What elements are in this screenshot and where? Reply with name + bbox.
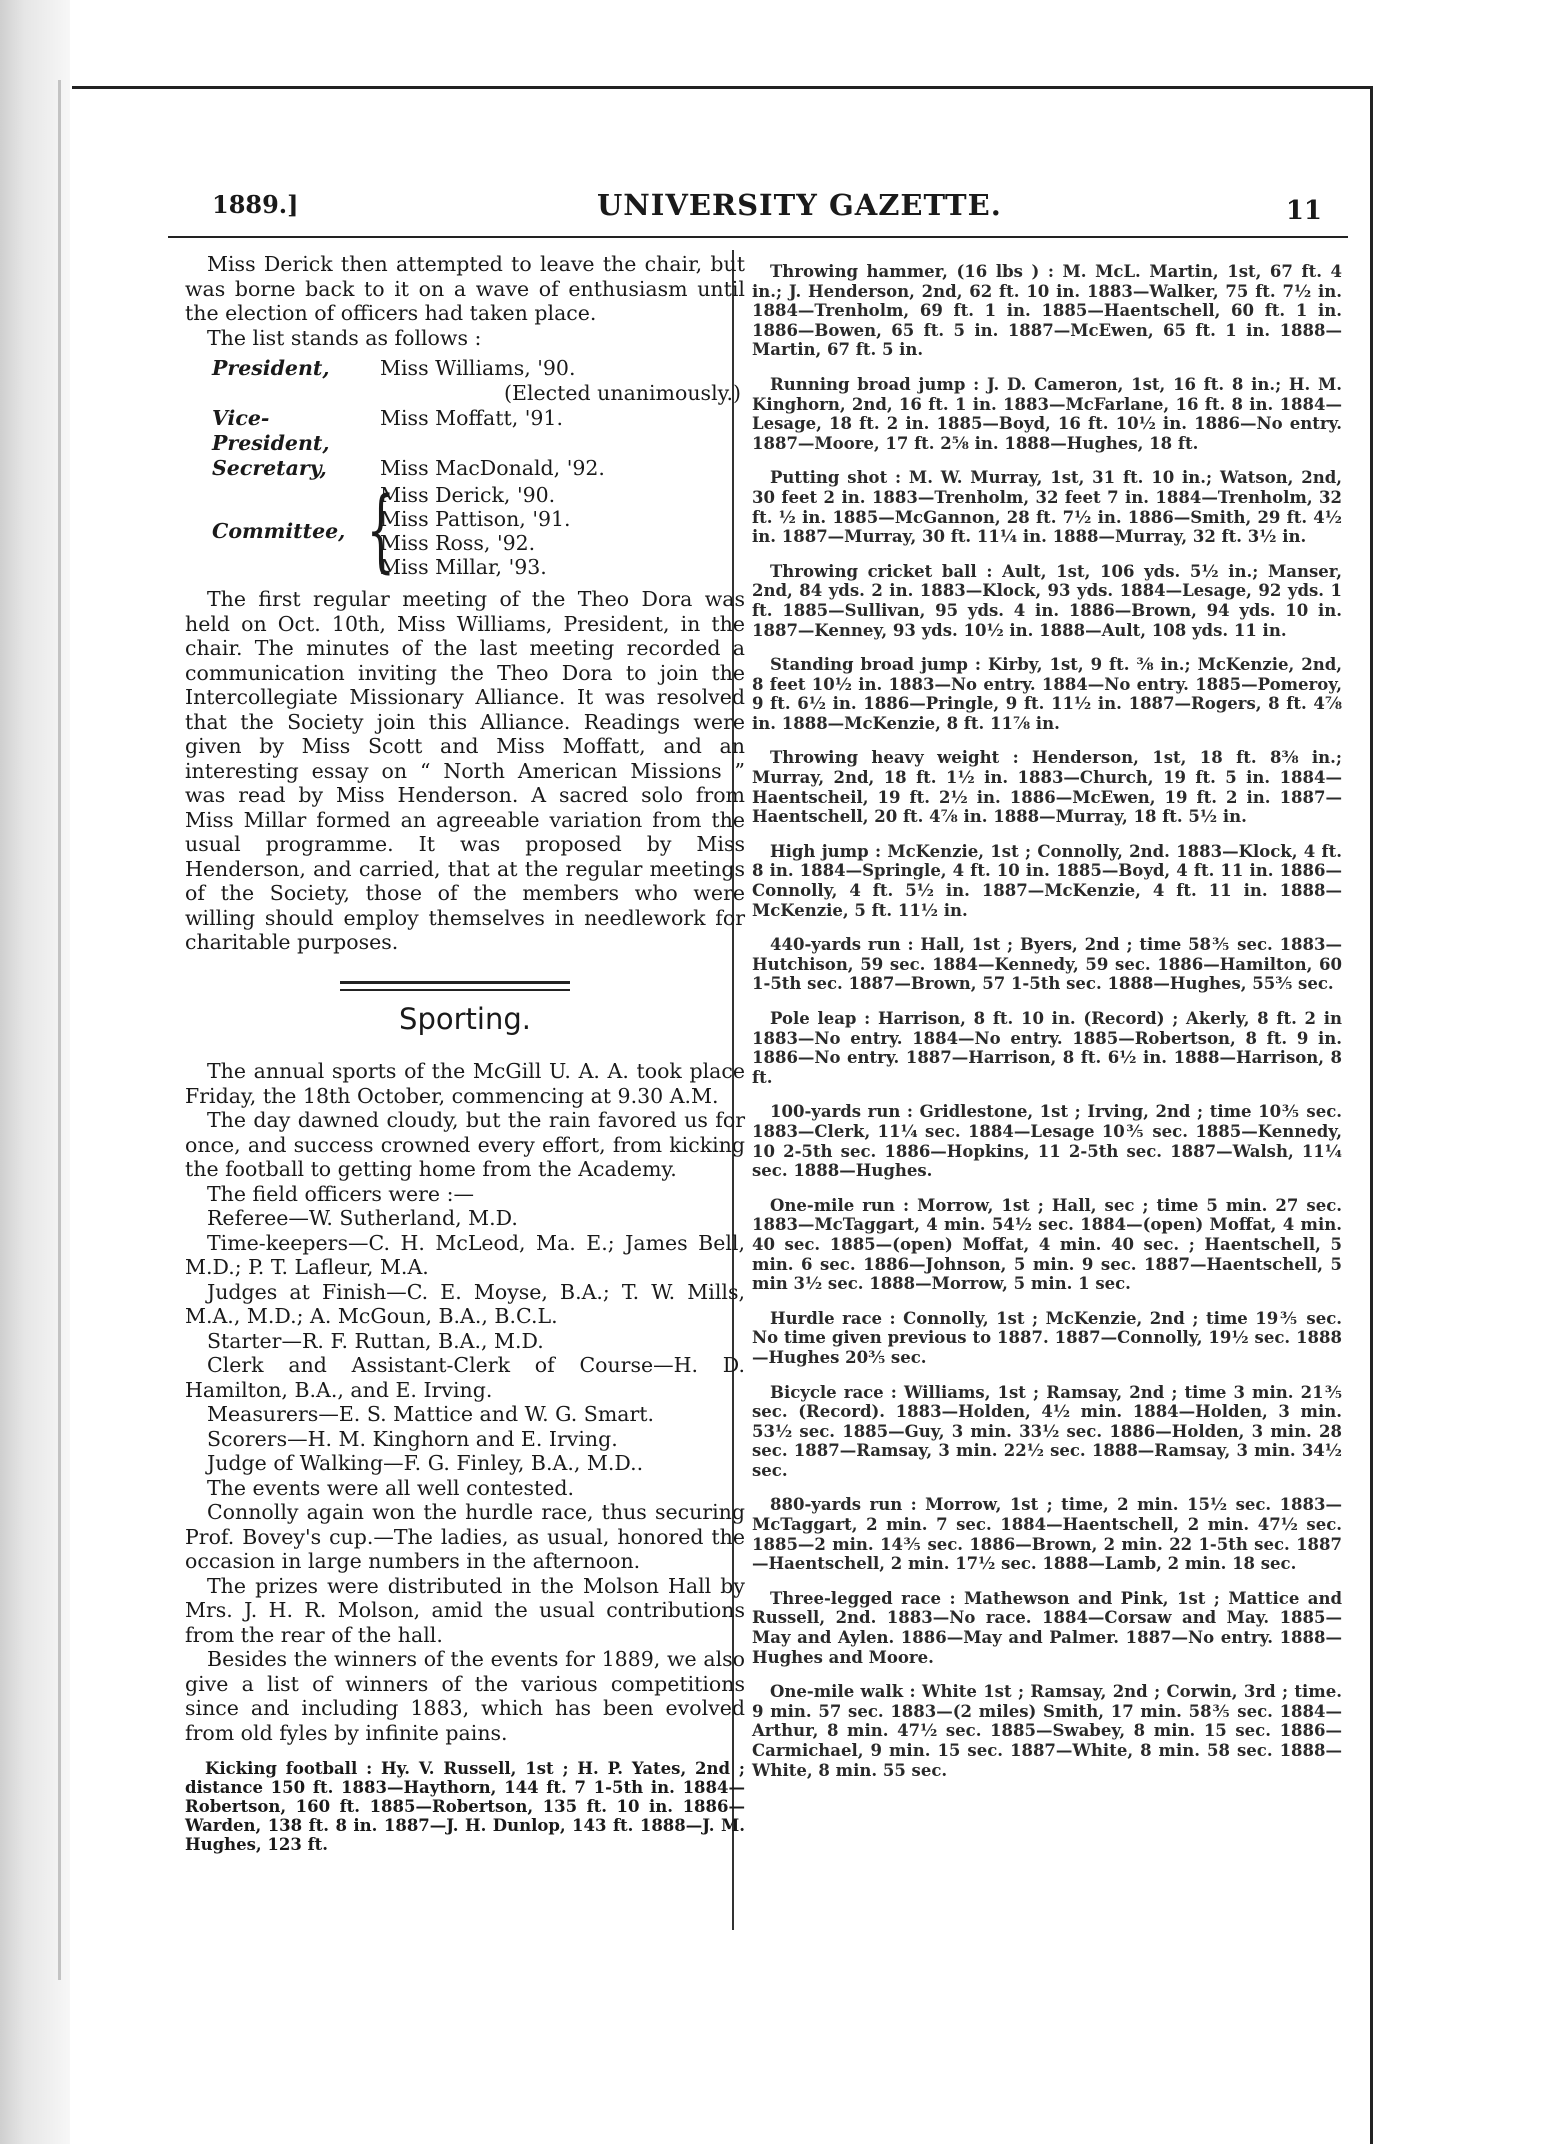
officer-role: Committee, — [212, 518, 346, 543]
measurers-line: Measurers—E. S. Mattice and W. G. Smart. — [207, 1402, 655, 1426]
committee-member: Miss Pattison, '91. — [380, 507, 571, 531]
page-border-right — [1370, 86, 1373, 2144]
officials-list — [185, 1182, 745, 1501]
officer-name: Miss Moffatt, '91. — [380, 406, 563, 430]
sporting-heading: Sporting. — [399, 1001, 531, 1036]
event-entry-throwing-hammer: Throwing hammer, (16 lbs ) : M. McL. Martin, 1st, 67 ft. 4 in.; J. Henderson, 2nd, 62 ft. 10 in. 1883—Walker, 75 ft. 7½ in. 1884—Trenholm, 69 ft. 1 in. 1885—Haentschell, 60 ft. 1 in. 1886—Bowen, 65 ft. 5 in. 1887—McEwen, 65 ft. 1 in. 1888—Martin, 67 ft. 5 in. — [752, 262, 1342, 360]
weather-paragraph: The day dawned cloudy, but the rain favored us for once, and success crowned every effort, from kicking the football to getting home from the Academy. — [185, 1108, 745, 1181]
officer-row-president — [212, 356, 745, 381]
elected-note: (Elected unanimously.) — [504, 381, 741, 405]
connolly-paragraph: Connolly again won the hurdle race, thus securing Prof. Bovey's cup.—The ladies, as usual, honored the occasion in large numbers in the afternoon. — [185, 1500, 745, 1573]
officer-row-vice-president — [212, 406, 745, 456]
event-entry-throwing-heavy-weight: Throwing heavy weight : Henderson, 1st, 18 ft. 8⅜ in.; Murray, 2nd, 18 ft. 1½ in. 1883—Church, 19 ft. 5 in. 1884—Haentscheil, 19 ft. 2½ in. 1886—McEwen, 19 ft. 2 in. 1887—Haentschell, 20 ft. 4⅞ in. 1888—Murray, 18 ft. 5½ in. — [752, 748, 1342, 827]
committee-members — [380, 483, 571, 579]
prizes-paragraph: The prizes were distributed in the Molson Hall by Mrs. J. H. R. Molson, amid the usual contributions from the rear of the hall. — [185, 1573, 745, 1647]
referee-line: Referee—W. Sutherland, M.D. — [207, 1206, 518, 1230]
timekeepers-line: Time-keepers—C. H. McLeod, Ma. E.; James Bell, M.D.; P. T. Lafleur, M.A. — [185, 1230, 745, 1279]
officers-list — [212, 356, 745, 583]
starter-line: Starter—R. F. Ruttan, B.A., M.D. — [207, 1328, 544, 1353]
kicking-football-entry: Kicking football : Hy. V. Russell, 1st ; H. P. Yates, 2nd ; distance 150 ft. 1883—Haythorn, 144 ft. 7 1-5th in. 1884—Robertson, 160 ft. 1885—Robertson, 135 ft. 10 in. 1886—Warden, 138 ft. 8 in. 1887—J. H. Dunlop, 143 ft. 1888—J. M. Hughes, 123 ft. — [185, 1759, 745, 1854]
event-entry-standing-broad-jump: Standing broad jump : Kirby, 1st, 9 ft. ⅜ in.; McKenzie, 2nd, 8 feet 10½ in. 1883—No entry. 1884—No entry. 1885—Pomeroy, 9 ft. 6½ in. 1886—Pringle, 9 ft. 11½ in. 1887—Rogers, 8 ft. 4⅞ in. 1888—McKenzie, 8 ft. 11⅞ in. — [752, 655, 1342, 733]
brace-glyph: { — [366, 478, 396, 583]
judges-line: Judges at Finish—C. E. Moyse, B.A.; T. W. Mills, M.A., M.D.; A. McGoun, B.A., B.C.L. — [185, 1279, 745, 1328]
walking-judge-line: Judge of Walking—F. G. Finley, B.A., M.D.. — [207, 1451, 644, 1475]
list-intro: The list stands as follows : — [207, 325, 482, 350]
officer-role: President, — [212, 356, 330, 380]
section-rule — [340, 981, 570, 991]
committee-group — [212, 478, 745, 583]
intro-paragraph: Miss Derick then attempted to leave the chair, but was borne back to it on a wave of enthusiasm until the election of officers had taken place. — [185, 252, 745, 325]
event-entry-100-yards-run: 100-yards run : Gridlestone, 1st ; Irving, 2nd ; time 10⅗ sec. 1883—Clerk, 11¼ sec. 1884—Lesage 10⅗ sec. 1885—Kennedy, 10 2-5th sec. 1886—Hopkins, 11 2-5th sec. 1887—Walsh, 11¼ sec. 1888—Hughes. — [752, 1102, 1342, 1181]
header-title: UNIVERSITY GAZETTE. — [597, 188, 1002, 222]
event-entry-high-jump: High jump : McKenzie, 1st ; Connolly, 2nd. 1883—Klock, 4 ft. 8 in. 1884—Springle, 4 ft. 10 in. 1885—Boyd, 4 ft. 11 in. 1886—Connolly, 4 ft. 5½ in. 1887—McKenzie, 4 ft. 11 in. 1888—McKenzie, 5 ft. 11½ in. — [752, 841, 1342, 920]
event-entry-440-yards-run: 440-yards run : Hall, 1st ; Byers, 2nd ; time 58⅗ sec. 1883—Hutchison, 59 sec. 1884—Kennedy, 59 sec. 1886—Hamilton, 60 1-5th sec. 1887—Brown, 57 1-5th sec. 1888—Hughes, 55⅗ sec. — [752, 935, 1342, 994]
page-header — [212, 188, 1332, 232]
event-entry-hurdle-race: Hurdle race : Connolly, 1st ; McKenzie, 2nd ; time 19⅗ sec. No time given previous to 1887. 1887—Connolly, 19½ sec. 1888—Hughes 20⅗ sec. — [752, 1308, 1342, 1367]
event-entry-running-broad-jump: Running broad jump : J. D. Cameron, 1st, 16 ft. 8 in.; H. M. Kinghorn, 2nd, 16 ft. 1 in. 1883—McFarlane, 16 ft. 8 in. 1884—Lesage, 18 ft. 2 in. 1885—Boyd, 16 ft. 10½ in. 1886—No entry. 1887—Moore, 17 ft. 2⅝ in. 1888—Hughes, 18 ft. — [752, 374, 1342, 453]
event-entry-880-yards-run: 880-yards run : Morrow, 1st ; time, 2 min. 15½ sec. 1883—McTaggart, 2 min. 7 sec. 1884—Haentschell, 2 min. 47½ sec. 1885—2 min. 14⅗ sec. 1886—Brown, 2 min. 22 1-5th sec. 1887—Haentschell, 2 min. 17½ sec. 1888—Lamb, 2 min. 18 sec. — [752, 1495, 1342, 1574]
binding-shadow — [58, 80, 61, 1980]
officer-role: Secretary, — [212, 456, 327, 480]
officer-role: Vice-President, — [212, 406, 330, 455]
scorers-line: Scorers—H. M. Kinghorn and E. Irving. — [207, 1426, 618, 1451]
meeting-paragraph: The first regular meeting of the Theo Dora was held on Oct. 10th, Miss Williams, President, in the chair. The minutes of the last meeting recorded a communication inviting the Theo Dora to join the Intercollegiate Missionary Alliance. It was resolved that the Society join this Alliance. Readings were given by Miss Scott and Miss Moffatt, and an interesting essay on “ North American Missions ” was read by Miss Henderson. A sacred solo from Miss Millar formed an agreeable variation from the usual programme. It was proposed by Miss Henderson, and carried, that at the regular meetings of the Society, those of the members who were willing should employ themselves in needlework for charitable purposes. — [185, 587, 745, 954]
right-column — [752, 262, 1342, 1795]
header-year: 1889.] — [212, 190, 299, 219]
left-column — [185, 252, 745, 1854]
event-entry-putting-shot: Putting shot : M. W. Murray, 1st, 31 ft. 10 in.; Watson, 2nd, 30 feet 2 in. 1883—Trenholm, 32 feet 7 in. 1884—Trenholm, 32 ft. ½ in. 1885—McGannon, 28 ft. 7½ in. 1886—Smith, 29 ft. 4½ in. 1887—Murray, 30 ft. 11¼ in. 1888—Murray, 32 ft. 3½ in. — [752, 468, 1342, 547]
sports-intro-paragraph: The annual sports of the McGill U. A. A. took place Friday, the 18th October, commencing at 9.30 A.M. — [185, 1059, 745, 1108]
event-entry-three-legged-race: Three-legged race : Mathewson and Pink, 1st ; Mattice and Russell, 2nd. 1883—No race. 1884—Corsaw and May. 1885—May and Aylen. 1886—May and Palmer. 1887—No entry. 1888—Hughes and Moore. — [752, 1588, 1342, 1667]
officer-row-secretary — [212, 456, 745, 481]
page-border-top — [72, 86, 1372, 89]
officer-name: Miss Williams, '90. — [380, 356, 576, 380]
event-entry-one-mile-walk: One-mile walk : White 1st ; Ramsay, 2nd ; Corwin, 3rd ; time. 9 min. 57 sec. 1883—(2 miles) Smith, 17 min. 58⅗ sec. 1884—Arthur, 8 min. 47½ sec. 1885—Swabey, 8 min. 15 sec. 1886—Carmichael, 9 min. 15 sec. 1887—White, 8 min. 58 sec. 1888—White, 8 min. 55 sec. — [752, 1682, 1342, 1780]
page-number: 11 — [1285, 196, 1322, 226]
winners-list-paragraph: Besides the winners of the events for 1889, we also give a list of winners of the various competitions since and including 1883, which has been evolved from old fyles by infinite pains. — [185, 1647, 745, 1745]
officer-name: Miss MacDonald, '92. — [380, 456, 605, 480]
field-officers-line: The field officers were :— — [207, 1181, 474, 1206]
committee-member: Miss Millar, '93. — [380, 555, 547, 579]
clerk-line: Clerk and Assistant-Clerk of Course—H. D. Hamilton, B.A., and E. Irving. — [185, 1353, 745, 1402]
committee-member: Miss Derick, '90. — [380, 483, 556, 507]
event-entry-one-mile-run: One-mile run : Morrow, 1st ; Hall, sec ; time 5 min. 27 sec. 1883—McTaggart, 4 min. 54½ sec. 1884—(open) Moffat, 4 min. 40 sec. 1885—(open) Moffat, 4 min. 40 sec. ; Haentschell, 5 min. 6 sec. 1886—Johnson, 5 min. 9 sec. 1887—Haentschell, 5 min 3½ sec. 1888—Morrow, 5 min. 1 sec. — [752, 1195, 1342, 1294]
event-entry-bicycle-race: Bicycle race : Williams, 1st ; Ramsay, 2nd ; time 3 min. 21⅗ sec. (Record). 1883—Holden, 4½ min. 1884—Holden, 3 min. 53½ sec. 1885—Guy, 3 min. 33½ sec. 1886—Holden, 3 min. 28 sec. 1887—Ramsay, 3 min. 22½ sec. 1888—Ramsay, 3 min. 34½ sec. — [752, 1382, 1342, 1480]
event-entry-throwing-cricket-ball: Throwing cricket ball : Ault, 1st, 106 yds. 5½ in.; Manser, 2nd, 84 yds. 2 in. 1883—Klock, 93 yds. 1884—Lesage, 92 yds. 1 ft. 1885—Sullivan, 95 yds. 4 in. 1886—Brown, 94 yds. 10 in. 1887—Kenney, 93 yds. 10½ in. 1888—Ault, 108 yds. 11 in. — [752, 561, 1342, 640]
committee-member: Miss Ross, '92. — [380, 531, 536, 555]
contested-line: The events were all well contested. — [207, 1475, 575, 1500]
event-entry-pole-leap: Pole leap : Harrison, 8 ft. 10 in. (Record) ; Akerly, 8 ft. 2 in 1883—No entry. 1884—No entry. 1885—Robertson, 8 ft. 9 in. 1886—No entry. 1887—Harrison, 8 ft. 6½ in. 1888—Harrison, 8 ft. — [752, 1009, 1342, 1087]
header-rule — [168, 236, 1348, 238]
